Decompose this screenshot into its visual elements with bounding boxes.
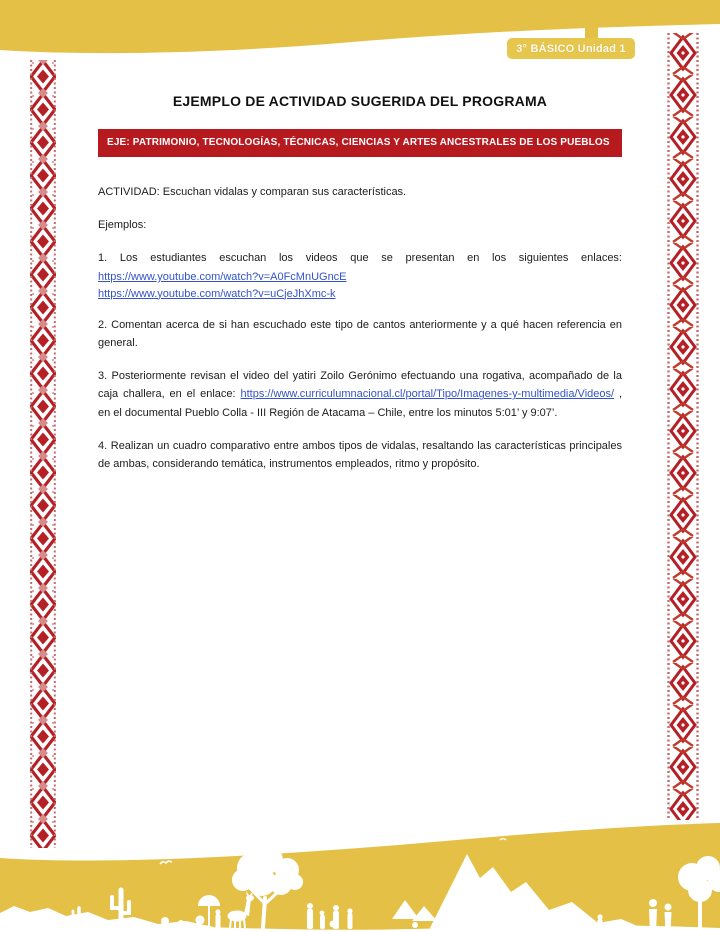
footer-illustration bbox=[0, 820, 720, 932]
list-item-2: 2. Comentan acerca de si han escuchado este tipo de cantos anteriormente y a qué hacen referencia en general. bbox=[98, 319, 622, 350]
page-title: EJEMPLO DE ACTIVIDAD SUGERIDA DEL PROGRAMA bbox=[172, 93, 548, 109]
youtube-link-1[interactable]: https://www.youtube.com/watch?v=A0FcMnUGncE bbox=[98, 271, 347, 284]
curriculum-link[interactable]: https://www.curriculumnacional.cl/portal/Tipo/Imagenes-y-multimedia/Videos/ bbox=[240, 388, 615, 401]
page-content bbox=[98, 86, 622, 488]
activity-text: ACTIVIDAD: Escuchan vidalas y comparan sus características. bbox=[98, 185, 407, 198]
list-item-1 bbox=[98, 249, 622, 302]
right-border-pattern-icon bbox=[667, 33, 699, 820]
youtube-link-2[interactable]: https://www.youtube.com/watch?v=uCjeJhXmc-k bbox=[98, 287, 336, 300]
list-item-3-text-after: , en el documental Pueblo Colla - III Región de Atacama – Chile, entre los minutos 5:01’ y 9:07’. bbox=[98, 388, 622, 419]
unit-badge: 3° BÁSICO Unidad 1 bbox=[507, 38, 635, 59]
list-item-4: 4. Realizan un cuadro comparativo entre ambos tipos de vidalas, resaltando las características principales de ambas, considerando temática, instrumentos empleados, ritmo y propósito. bbox=[98, 439, 622, 470]
list-item-1-text: 1. Los estudiantes escuchan los videos que se presentan en los siguientes enlaces: bbox=[98, 251, 622, 264]
list-item-3 bbox=[98, 367, 622, 421]
list-item-3-text-before: 3. Posteriormente revisan el video del yatiri Zoilo Gerónimo efectuando una rogativa, acompañado de la caja challera, en el enlace: bbox=[98, 370, 622, 401]
examples-label: Ejemplos: bbox=[98, 218, 147, 231]
left-border-pattern-icon bbox=[30, 60, 56, 848]
eje-banner: EJE: PATRIMONIO, TECNOLOGÍAS, TÉCNICAS, CIENCIAS Y ARTES ANCESTRALES DE LOS PUEBLOS bbox=[98, 129, 622, 157]
